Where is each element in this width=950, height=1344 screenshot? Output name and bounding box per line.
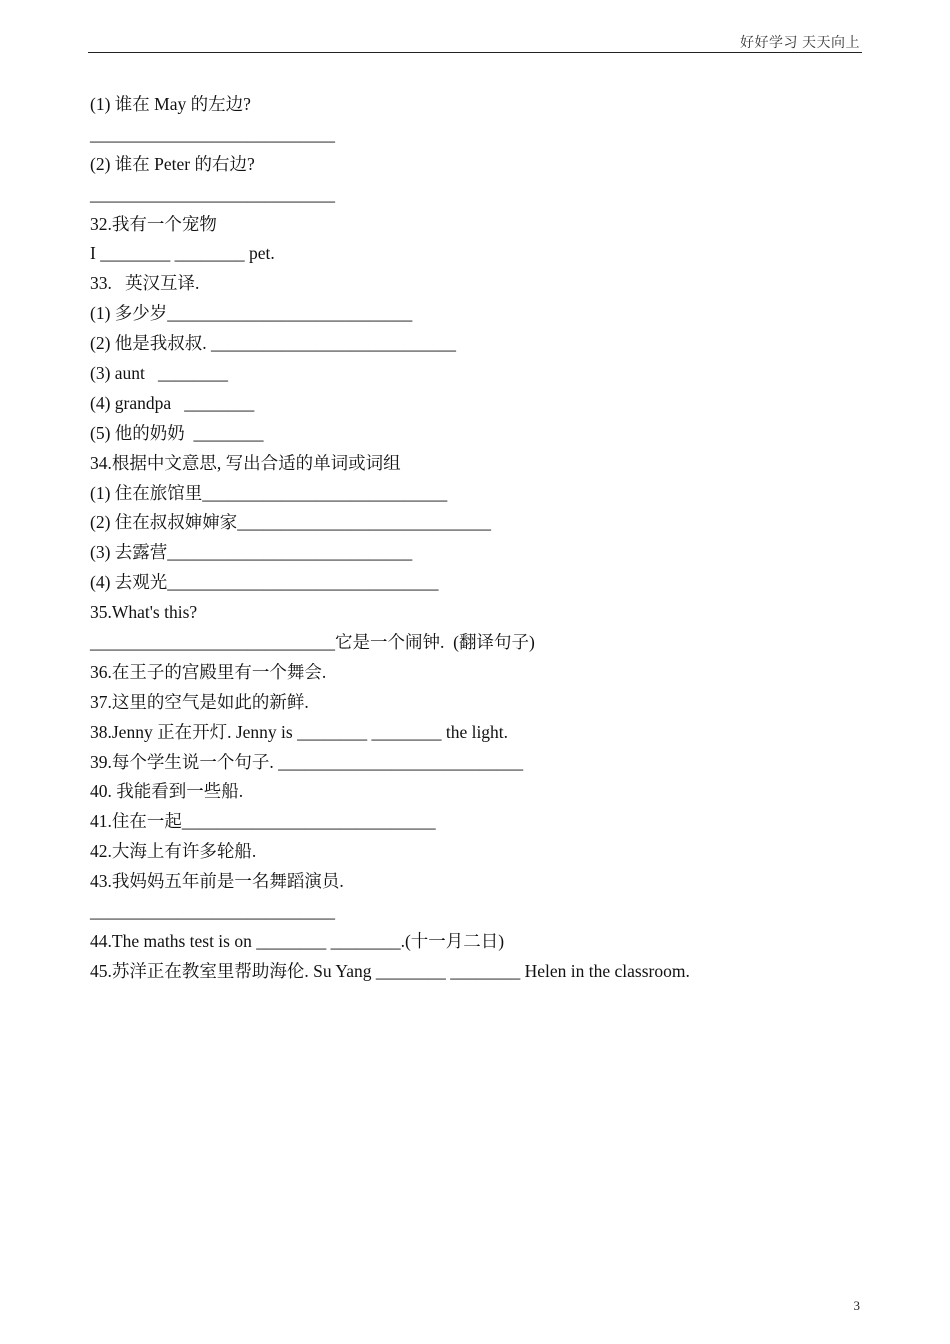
answer-blank-43: ____________________________ [90, 901, 335, 922]
header-divider [88, 52, 862, 53]
answer-blank-31-1: ____________________________ [90, 123, 335, 144]
answer-blank-31-2: ____________________________ [90, 183, 335, 204]
question-37: 37.这里的空气是如此的新鲜. [90, 691, 309, 712]
page-number: 3 [853, 1298, 860, 1313]
question-33-1: (1) 多少岁____________________________ [90, 303, 413, 324]
question-42: 42.大海上有许多轮船. [90, 841, 257, 862]
question-34-1: (1) 住在旅馆里____________________________ [90, 482, 448, 503]
question-43: 43.我妈妈五年前是一名舞蹈演员. [90, 871, 344, 892]
header-motto: 好好学习 天天向上 [740, 36, 860, 51]
question-39: 39.每个学生说一个句子. ____________________________ [90, 751, 524, 772]
question-34-4: (4) 去观光_______________________________ [90, 572, 439, 593]
question-35-translate: ____________________________它是一个闹钟. (翻译句子) [90, 632, 535, 653]
question-31-2: (2) 谁在 Peter 的右边? [90, 153, 255, 174]
question-33-4: (4) grandpa ________ [90, 392, 255, 413]
question-33: 33. 英汉互译. [90, 273, 200, 294]
question-33-2: (2) 他是我叔叔. ____________________________ [90, 333, 457, 354]
question-36: 36.在王子的宫殿里有一个舞会. [90, 661, 327, 682]
question-33-3: (3) aunt ________ [90, 363, 229, 384]
question-32: 32.我有一个宠物 [90, 213, 217, 234]
question-33-5: (5) 他的奶奶 ________ [90, 422, 264, 443]
question-34-3: (3) 去露营____________________________ [90, 542, 413, 563]
question-32-fill: I ________ ________ pet. [90, 243, 275, 264]
question-34-2: (2) 住在叔叔婶婶家_____________________________ [90, 512, 492, 533]
question-34: 34.根据中文意思, 写出合适的单词或词组 [90, 452, 401, 473]
question-31-1: (1) 谁在 May 的左边? [90, 94, 251, 114]
question-40: 40. 我能看到一些船. [90, 781, 244, 802]
question-35: 35.What's this? [90, 602, 198, 623]
question-38: 38.Jenny 正在开灯. Jenny is ________ ________ the light. [90, 721, 509, 742]
worksheet-body [90, 90, 862, 987]
question-44: 44.The maths test is on ________ ________.(十一月二日) [90, 930, 505, 951]
question-45: 45.苏洋正在教室里帮助海伦. Su Yang ________ ________ Helen in the classroom. [90, 960, 690, 981]
question-41: 41.住在一起_____________________________ [90, 811, 436, 832]
